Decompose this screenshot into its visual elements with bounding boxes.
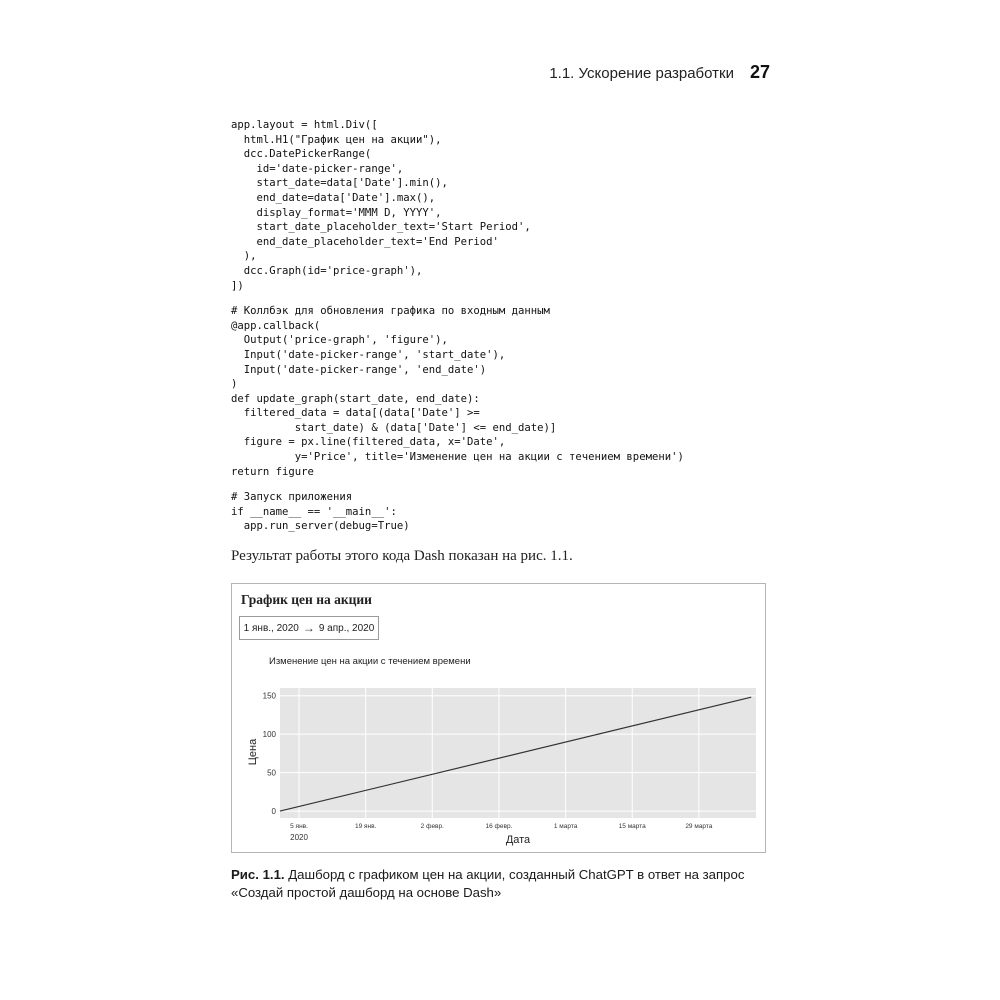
code-line: filtered_data = data[(data['Date'] >= <box>231 407 480 420</box>
x-tick-label: 16 февр. <box>485 823 513 830</box>
code-line: # Коллбэк для обновления графика по входным данным <box>231 305 550 318</box>
caption-label: Рис. 1.1. <box>231 867 285 882</box>
figure-caption <box>231 866 771 902</box>
code-line: Output('price-graph', 'figure'), <box>231 334 448 347</box>
code-line: html.H1("График цен на акции"), <box>231 133 442 146</box>
x-axis-label: Дата <box>505 834 531 846</box>
code-line: end_date=data['Date'].max(), <box>231 191 436 204</box>
x-tick-label: 29 марта <box>685 823 713 830</box>
price-line-chart <box>232 584 765 852</box>
page-number: 27 <box>749 62 770 82</box>
y-tick-label: 0 <box>271 807 276 817</box>
code-line: ) <box>231 378 238 391</box>
code-line: dcc.DatePickerRange( <box>231 148 372 161</box>
code-line: if __name__ == '__main__': <box>231 505 397 518</box>
code-line: start_date_placeholder_text='Start Period', <box>231 221 531 234</box>
code-line: display_format='MMM D, YYYY', <box>231 206 442 219</box>
code-listing <box>231 118 684 534</box>
running-head <box>540 62 770 88</box>
y-axis-label: Цена <box>247 738 259 766</box>
code-line: app.layout = html.Div([ <box>231 119 378 131</box>
code-line: start_date=data['Date'].min(), <box>231 177 448 190</box>
section-title: 1.1. Ускорение разработки <box>549 65 734 82</box>
code-line <box>231 479 684 490</box>
code-line: start_date) & (data['Date'] <= end_date)] <box>231 421 557 434</box>
chart-title: Изменение цен на акции с течением времени <box>269 656 471 667</box>
dashboard-figure <box>231 583 766 853</box>
x-tick-label: 5 янв. <box>290 823 308 830</box>
x-tick-label: 2 февр. <box>420 823 444 830</box>
x-tick-year: 2020 <box>290 833 308 842</box>
y-tick-label: 100 <box>262 730 276 740</box>
code-line: app.run_server(debug=True) <box>231 520 410 533</box>
x-tick-label: 15 марта <box>618 823 646 830</box>
code-line: dcc.Graph(id='price-graph'), <box>231 264 423 277</box>
caption-text: Дашборд с графиком цен на акции, созданный ChatGPT в ответ на запрос «Создай простой дашборд на основе Dash» <box>231 867 745 900</box>
arrow-right-icon: → <box>302 621 315 635</box>
code-line: ), <box>231 250 257 263</box>
end-date-value[interactable]: 9 апр., 2020 <box>318 622 375 634</box>
code-line: id='date-picker-range', <box>231 162 404 175</box>
dashboard-title: График цен на акции <box>241 592 372 607</box>
code-line: y='Price', title='Изменение цен на акции с течением времени') <box>231 451 684 464</box>
code-line: end_date_placeholder_text='End Period' <box>231 235 499 248</box>
code-line: ]) <box>231 279 244 292</box>
x-tick-label: 19 янв. <box>354 823 377 830</box>
y-tick-label: 150 <box>262 691 276 701</box>
y-tick-label: 50 <box>267 768 276 778</box>
start-date-value[interactable]: 1 янв., 2020 <box>243 622 299 634</box>
code-line <box>231 293 684 304</box>
code-line: figure = px.line(filtered_data, x='Date', <box>231 436 506 449</box>
code-line: @app.callback( <box>231 319 321 332</box>
code-line: return figure <box>231 465 314 478</box>
code-line: Input('date-picker-range', 'start_date'), <box>231 348 506 361</box>
code-line: Input('date-picker-range', 'end_date') <box>231 363 487 376</box>
code-line: def update_graph(start_date, end_date): <box>231 392 480 405</box>
body-paragraph: Результат работы этого кода Dash показан на рис. 1.1. <box>231 548 573 564</box>
code-line: # Запуск приложения <box>231 491 353 504</box>
x-tick-label: 1 марта <box>553 823 578 830</box>
